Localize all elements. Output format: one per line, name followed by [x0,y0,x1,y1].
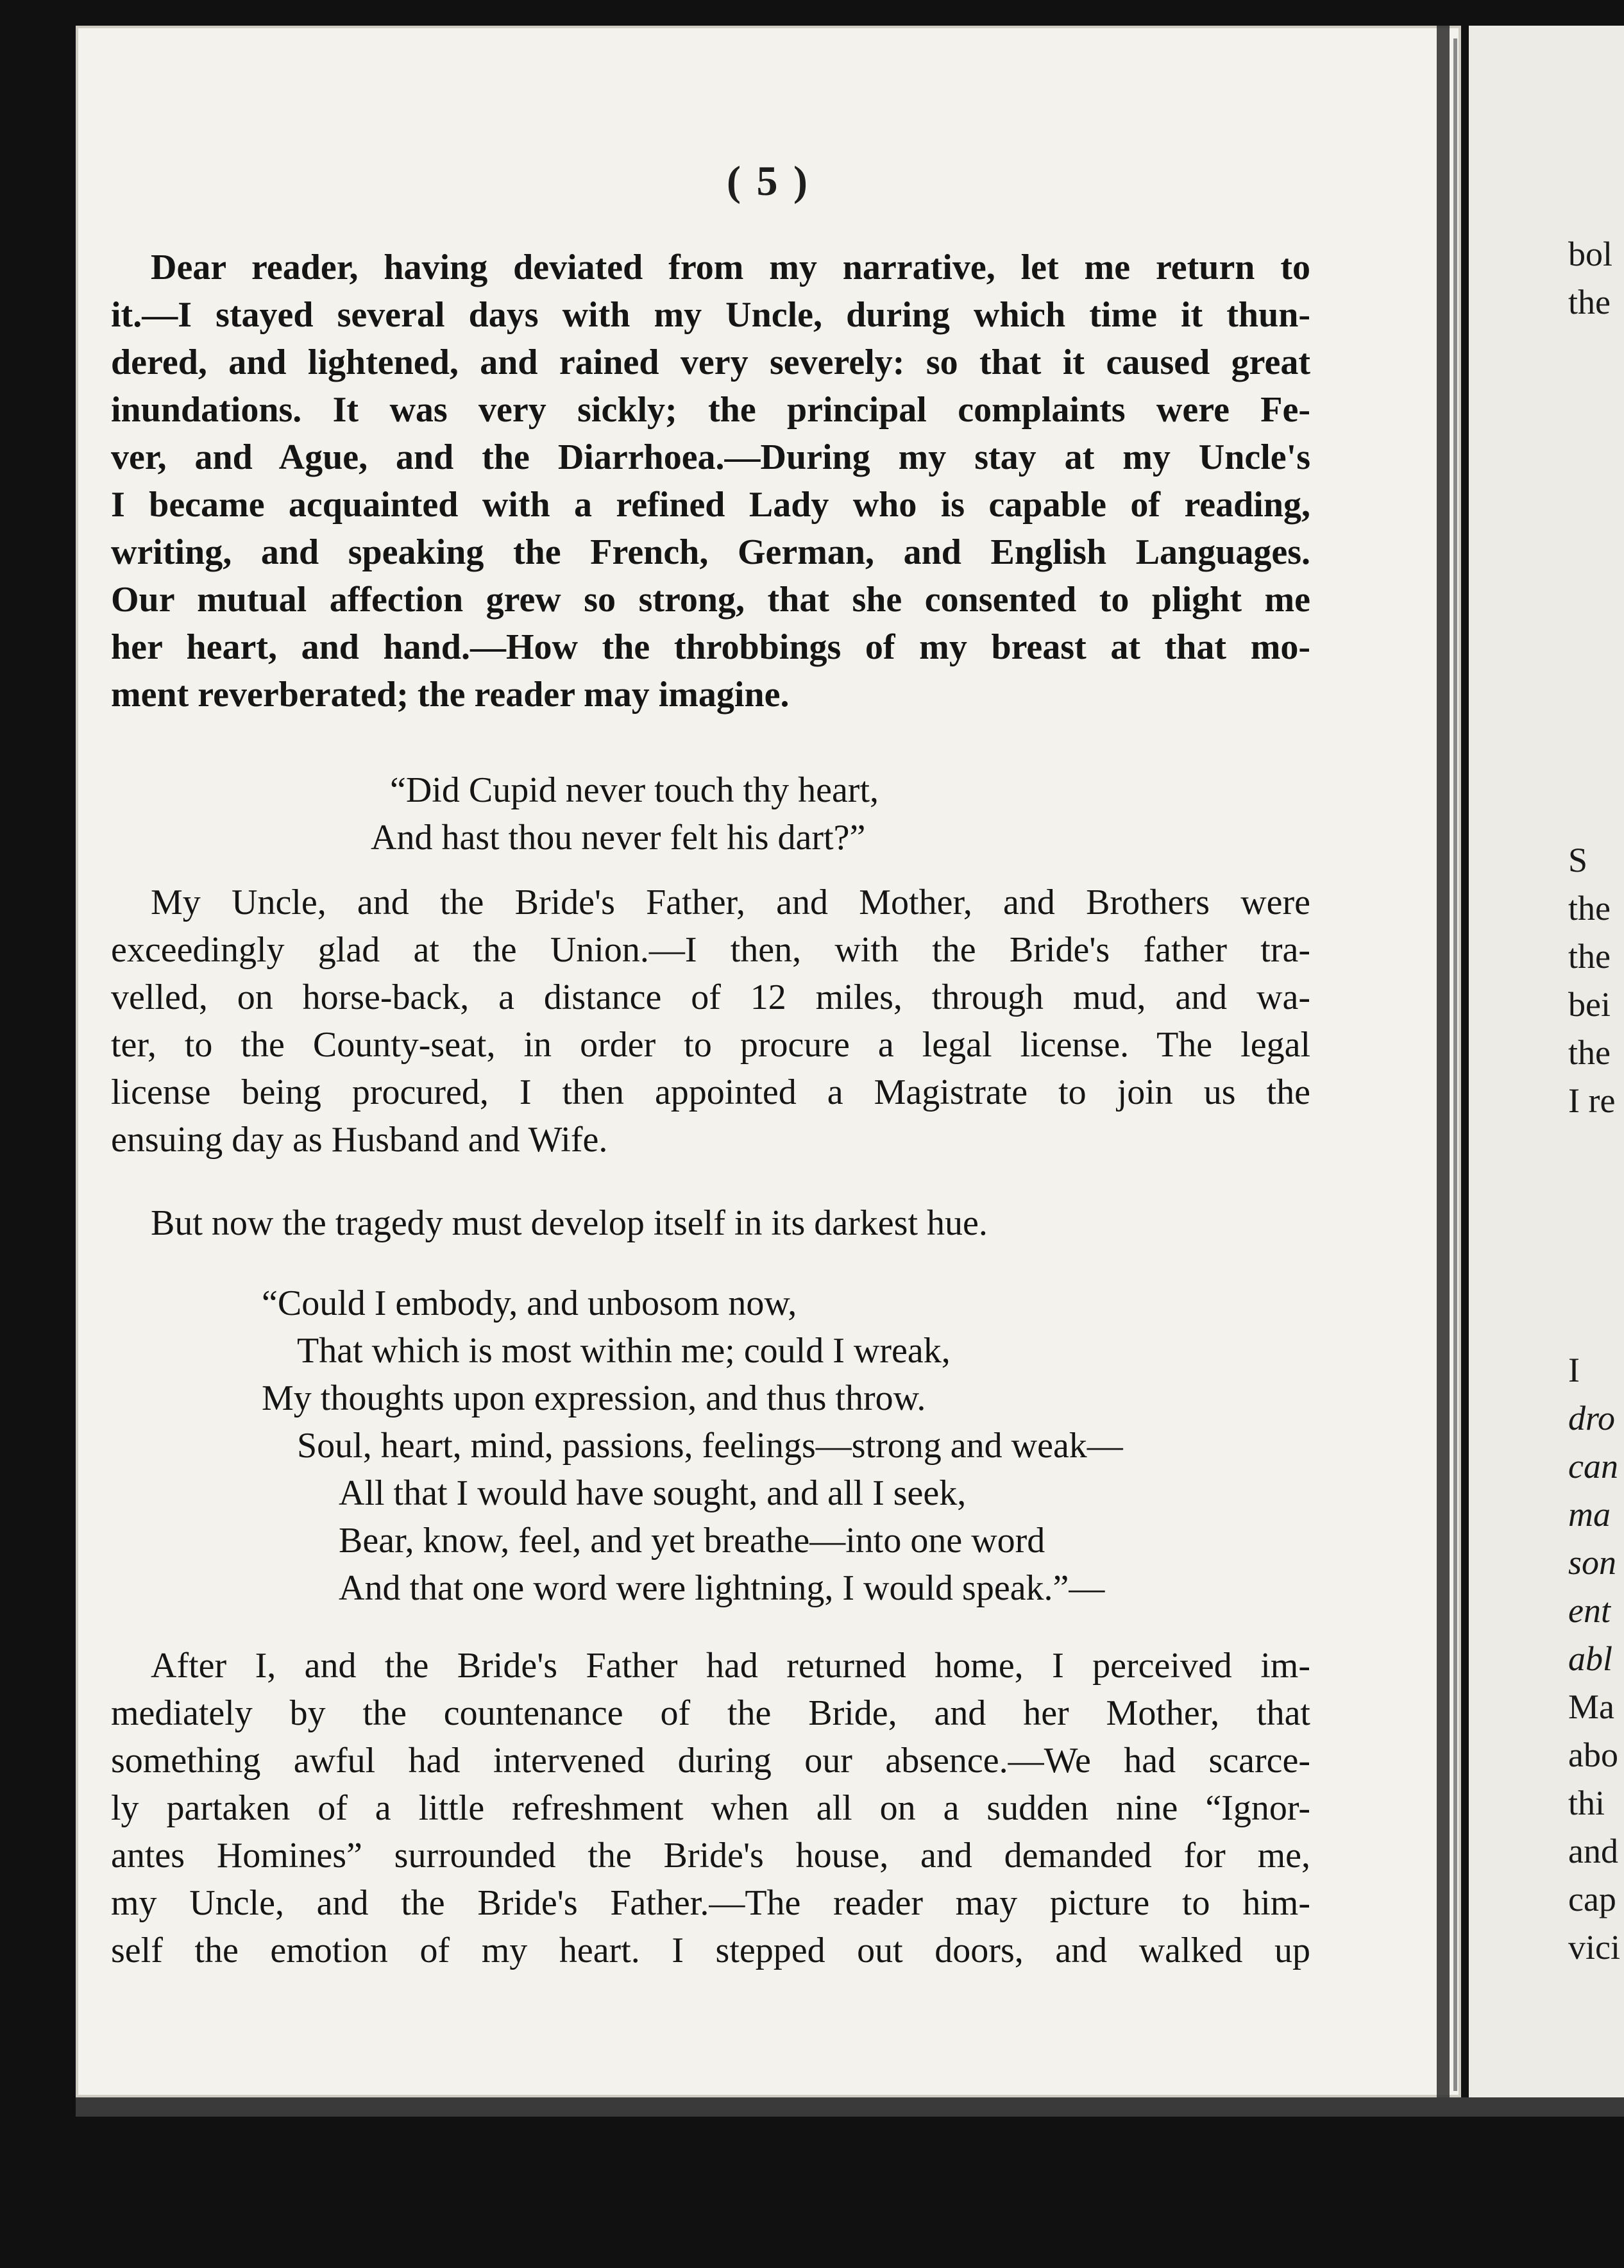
right-page-fragment: abo [1568,1736,1618,1774]
para4-line: mediately by the countenance of the Bride, and her Mother, that [111,1693,1310,1733]
right-page-fragment: Ma [1568,1688,1614,1726]
para2-line: My Uncle, and the Bride's Father, and Mother, and Brothers were [151,883,1310,922]
right-page-fragment: the [1568,1033,1611,1072]
para4-line: self the emotion of my heart. I stepped out doors, and walked up [111,1931,1310,1970]
para1-line: writing, and speaking the French, German, and English Languages. [111,532,1310,572]
paragraph-2 [111,879,1310,1164]
verse2-line: Soul, heart, mind, passions, feelings—strong and weak— [297,1426,1123,1466]
right-page-fragment: ma [1568,1495,1611,1534]
right-page-fragment: I re [1568,1081,1616,1120]
right-page-fragment: the [1568,889,1611,927]
para4-line: ly partaken of a little refreshment when all on a sudden nine “Ignor- [111,1788,1310,1828]
right-page-fragment: ent [1568,1591,1611,1630]
right-page-fragment: the [1568,283,1611,321]
para2-line: ter, to the County-seat, in order to procure a legal license. The legal [111,1025,1310,1065]
verse-2 [262,1280,1123,1612]
para1-line: Dear reader, having deviated from my narrative, let me return to [151,248,1310,287]
verse2-line: All that I would have sought, and all I seek, [339,1473,967,1513]
verse2-line: That which is most within me; could I wreak, [297,1331,951,1371]
right-page-fragment: thi [1568,1784,1605,1822]
book-gutter [1453,38,1457,2091]
para1-line: I became acquainted with a refined Lady who is capable of reading, [111,485,1310,525]
right-page-fragment: the [1568,937,1611,976]
verse1-line: And hast thou never felt his dart?” [371,818,866,858]
para4-line: something awful had intervened during our absence.—We had scarce- [111,1741,1310,1781]
verse1-line: “Did Cupid never touch thy heart, [390,770,879,810]
page-bottom-edge [76,2097,1624,2117]
right-page-fragment: dro [1568,1399,1616,1437]
para1-line: inundations. It was very sickly; the principal complaints were Fe- [111,390,1310,430]
right-page-fragment: bol [1568,235,1613,273]
para2-line: velled, on horse-back, a distance of 12 miles, through mud, and wa- [111,977,1310,1017]
page-number: ( 5 ) [727,158,810,205]
right-page-fragment: cap [1568,1880,1616,1918]
verse-1 [371,766,879,861]
para1-line: dered, and lightened, and rained very severely: so that it caused great [111,343,1310,382]
para4-line: antes Homines” surrounded the Bride's house, and demanded for me, [111,1836,1310,1875]
para2-line: ensuing day as Husband and Wife. [111,1120,608,1160]
right-page-fragment: abl [1568,1639,1613,1678]
right-page-fragment: I [1568,1351,1580,1389]
paragraph-3: But now the tragedy must develop itself in its darkest hue. [151,1203,988,1243]
right-page-fragment: son [1568,1543,1617,1582]
para1-line: it.—I stayed several days with my Uncle, during which time it thun- [111,295,1310,335]
right-page-fragment: S [1568,841,1588,879]
right-page-fragment: can [1568,1447,1618,1485]
para4-line: After I, and the Bride's Father had returned home, I perceived im- [151,1646,1310,1686]
right-page-fragment: bei [1568,985,1611,1024]
right-page-fragment: and [1568,1832,1618,1870]
verse2-line: Bear, know, feel, and yet breathe—into one word [339,1521,1045,1561]
para1-line: Our mutual affection grew so strong, that she consented to plight me [111,580,1310,620]
verse2-line: “Could I embody, and unbosom now, [262,1283,797,1323]
paragraph-4 [111,1642,1310,1974]
book-spine [1437,26,1450,2097]
verse2-line: My thoughts upon expression, and thus throw. [262,1378,926,1418]
verse2-line: And that one word were lightning, I would speak.”— [339,1568,1105,1608]
para1-line: ment reverberated; the reader may imagine. [111,675,790,715]
para1-line: ver, and Ague, and the Diarrhoea.—During my stay at my Uncle's [111,437,1310,477]
para1-line: her heart, and hand.—How the throbbings of my breast at that mo- [111,627,1310,667]
right-page-fragment: vici [1568,1928,1620,1967]
paragraph-1 [111,244,1310,718]
para2-line: license being procured, I then appointed a Magistrate to join us the [111,1072,1310,1112]
left-page [76,26,1461,2097]
para2-line: exceedingly glad at the Union.—I then, with the Bride's father tra- [111,930,1310,970]
para4-line: my Uncle, and the Bride's Father.—The reader may picture to him- [111,1883,1310,1923]
